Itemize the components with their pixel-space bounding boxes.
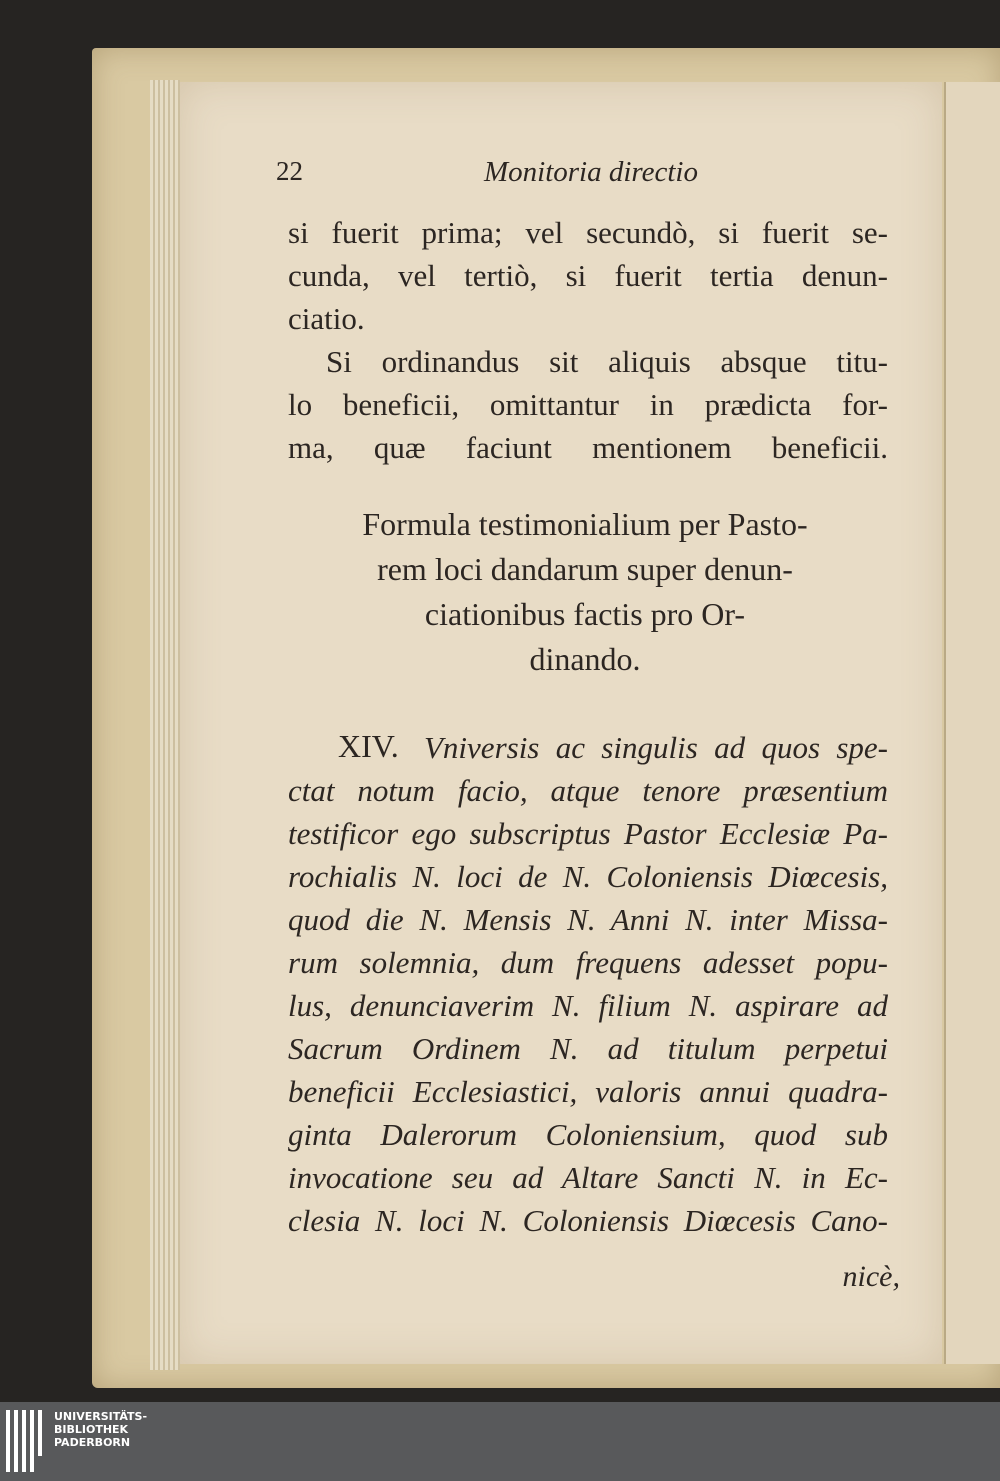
text-line: ginta Dalerorum Coloniensium, quod sub [288, 1117, 888, 1152]
text-line: cunda, vel tertiò, si fuerit tertia denun- [288, 258, 888, 293]
text-line: beneficii Ecclesiastici, valoris annui quadra- [288, 1074, 888, 1109]
text-line: quod die N. Mensis N. Anni N. inter Missa- [288, 902, 888, 937]
library-name [54, 1410, 147, 1449]
text-line: clesia N. loci N. Coloniensis Diœcesis Cano- [288, 1203, 888, 1238]
text-line: rochialis N. loci de N. Coloniensis Diœcesis, [288, 859, 888, 894]
text-line: si fuerit prima; vel secundò, si fuerit se- [288, 215, 888, 250]
running-head [276, 156, 776, 196]
text-line: ctat notum facio, atque tenore præsentium [288, 773, 888, 808]
library-name-line: BIBLIOTHEK [54, 1423, 129, 1436]
page-edges [150, 80, 180, 1370]
text-line: rum solemnia, dum frequens adesset popu- [288, 945, 888, 980]
text-line: lo beneficii, omittantur in prædicta for- [288, 387, 888, 422]
text-line: Vniversis ac singulis ad quos spe- [424, 730, 888, 765]
page-number: 22 [276, 156, 303, 186]
heading-line: Formula testimonialium per Pasto- [362, 506, 808, 542]
text-line: Si ordinandus sit aliquis absque titu- [326, 344, 888, 379]
running-title: Monitoria directio [484, 156, 698, 188]
text-line: ma, quæ faciunt mentionem beneficii. [288, 430, 888, 465]
text-line: invocatione seu ad Altare Sancti N. in Ec- [288, 1160, 888, 1195]
catchword: nicè, [842, 1260, 900, 1293]
heading-line: ciationibus factis pro Or- [424, 596, 746, 632]
next-page-edge [944, 82, 1000, 1364]
text-line: ciatio. [288, 301, 365, 336]
heading-line: dinando. [529, 641, 641, 677]
text-line: Sacrum Ordinem N. ad titulum perpetui [288, 1031, 888, 1066]
library-name-line: UNIVERSITÄTS- [54, 1410, 148, 1423]
text-line: testificor ego subscriptus Pastor Ecclesiæ Pa- [288, 816, 888, 851]
heading-line: rem loci dandarum super denun- [377, 551, 793, 587]
text-line: lus, denunciaverim N. filium N. aspirare ad [288, 988, 888, 1023]
section-number: XIV. [338, 728, 399, 764]
library-name-line: PADERBORN [54, 1436, 131, 1449]
library-footer [0, 1402, 1000, 1481]
library-logo-icon [6, 1410, 46, 1474]
